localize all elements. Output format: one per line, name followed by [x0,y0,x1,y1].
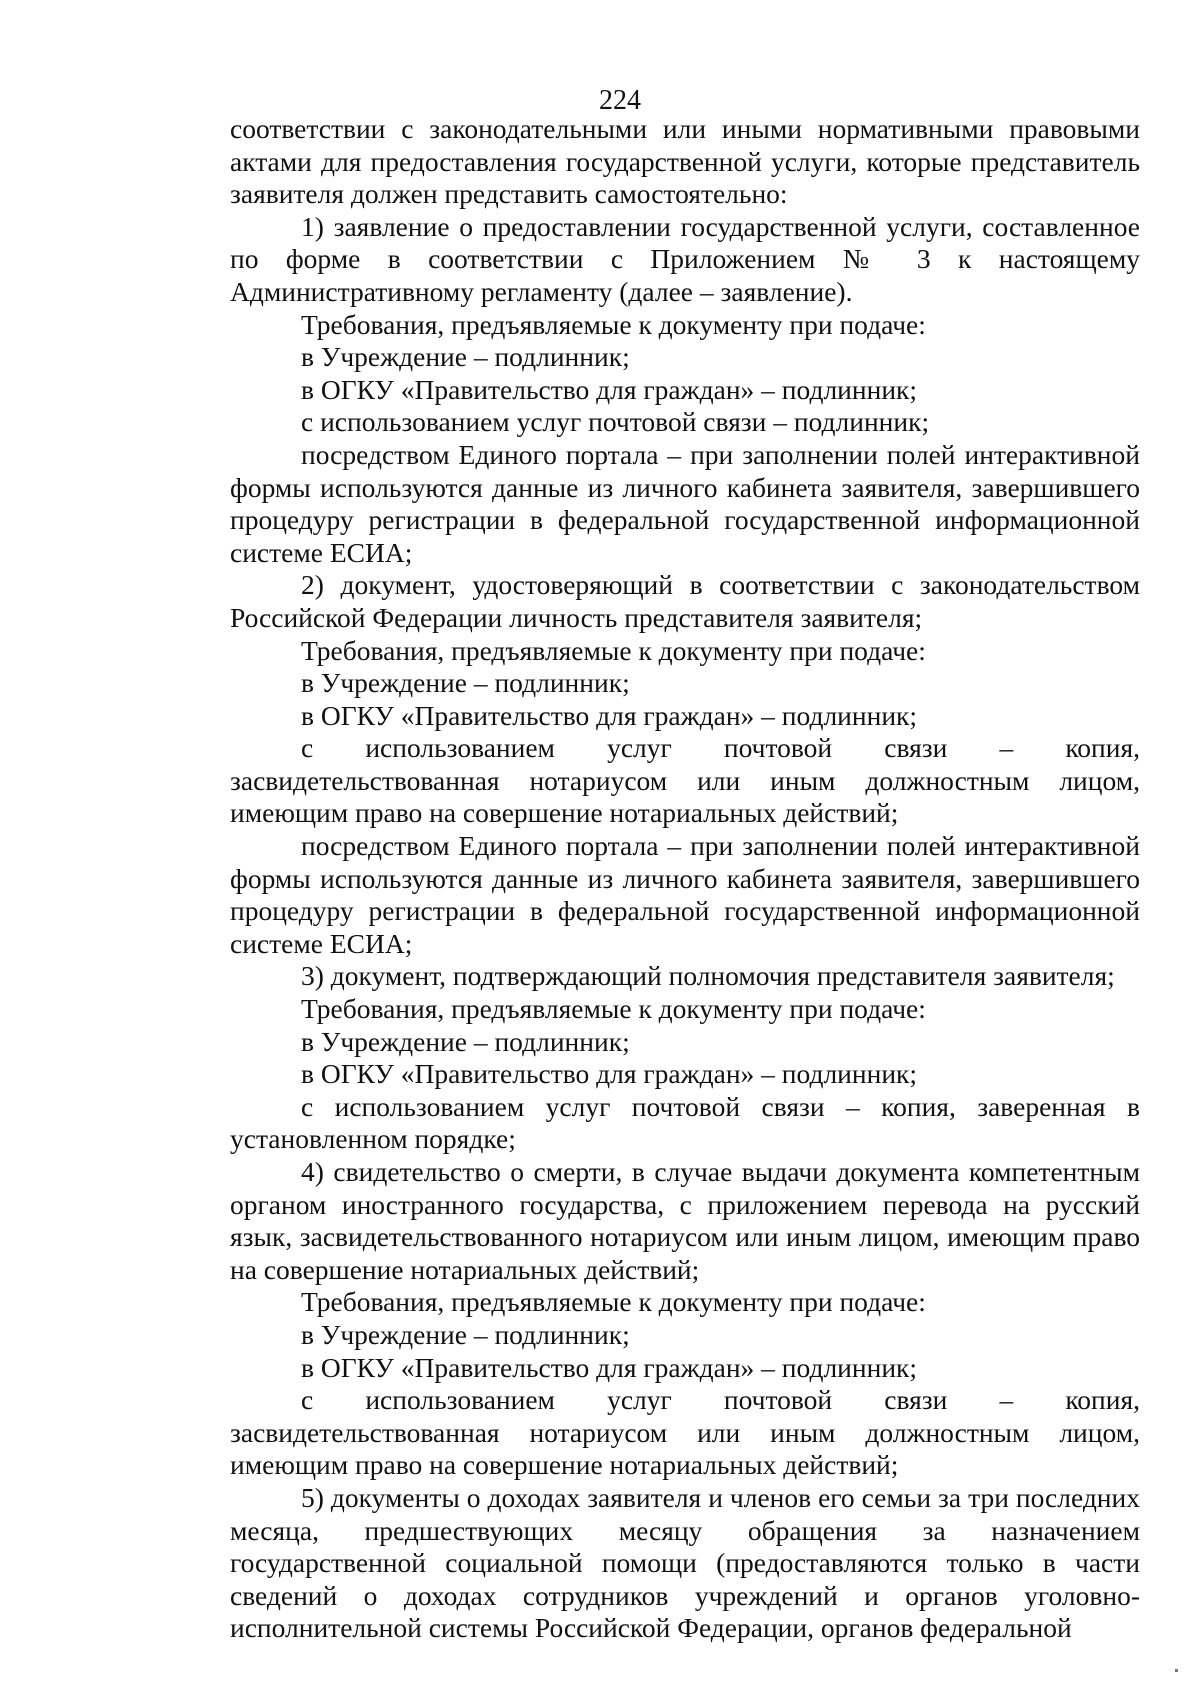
paragraph-portal: посредством Единого портала – при заполнении полей интерактивной формы используются данные из личного кабинета заявителя, завершившего процедуру регистрации в федеральной государственной информационной системе ЕСИА; [230,830,1140,959]
paragraph-item-4: 4) свидетельство о смерти, в случае выдачи документа компетентным органом иностранного государства, с приложением перевода на русский язык, засвидетельствованного нотариусом или иным лицом, имеющим право на совершение нотариальных действий; [230,1156,1140,1285]
document-body [230,113,1140,1645]
paragraph-portal: посредством Единого портала – при заполнении полей интерактивной формы используются данные из личного кабинета заявителя, завершившего процедуру регистрации в федеральной государственной информационной системе ЕСИА; [230,438,1140,568]
paragraph-institution: в Учреждение – подлинник; [301,1318,630,1350]
paragraph-postal: с использованием услуг почтовой связи – копия, засвидетельствованная нотариусом или иным должностным лицом, имеющим право на совершение нотариальных действий; [230,732,1140,829]
page-number: 224 [599,85,641,116]
paragraph-postal: с использованием услуг почтовой связи – подлинник; [301,406,930,438]
paragraph-ogku: в ОГКУ «Правительство для граждан» – подлинник; [301,1351,918,1383]
paragraph-requirements: Требования, предъявляемые к документу при подаче: [301,308,926,340]
paragraph-item-3: 3) документ, подтверждающий полномочия представителя заявителя; [301,960,1115,992]
paragraph-ogku: в ОГКУ «Правительство для граждан» – подлинник; [301,373,918,405]
paragraph-item-1: 1) заявление о предоставлении государственной услуги, составленное по форме в соответствии с Приложением № 3 к настоящему Административному регламенту (далее – заявление). [230,210,1140,307]
paragraph-institution: в Учреждение – подлинник; [301,1025,630,1057]
paragraph-ogku: в ОГКУ «Правительство для граждан» – подлинник; [301,699,918,731]
paragraph-item-2: 2) документ, удостоверяющий в соответствии с законодательством Российской Федерации личность представителя заявителя; [230,569,1140,633]
paragraph-requirements: Требования, предъявляемые к документу при подаче: [301,1286,926,1318]
paragraph-postal: с использованием услуг почтовой связи – копия, засвидетельствованная нотариусом или иным должностным лицом, имеющим право на совершение нотариальных действий; [230,1384,1140,1481]
scan-speck [1175,1669,1178,1672]
paragraph-requirements: Требования, предъявляемые к документу при подаче: [301,993,926,1025]
paragraph-ogku: в ОГКУ «Правительство для граждан» – подлинник; [301,1058,918,1090]
paragraph-intro: соответствии с законодательными или иными нормативными правовыми актами для предоставления государственной услуги, которые представитель заявителя должен представить самостоятельно: [230,113,1140,210]
paragraph-item-5: 5) документы о доходах заявителя и членов его семьи за три последних месяца, предшествующих месяцу обращения за назначением государственной социальной помощи (предоставляются только в части сведений о доходах сотрудников учреждений и органов уголовно-исполнительной системы Российской Федерации, органов федеральной [230,1481,1140,1644]
paragraph-postal: с использованием услуг почтовой связи – копия, заверенная в установленном порядке; [230,1090,1140,1155]
paragraph-institution: в Учреждение – подлинник; [301,341,630,373]
paragraph-institution: в Учреждение – подлинник; [301,667,630,699]
paragraph-requirements: Требования, предъявляемые к документу при подаче: [301,634,926,666]
